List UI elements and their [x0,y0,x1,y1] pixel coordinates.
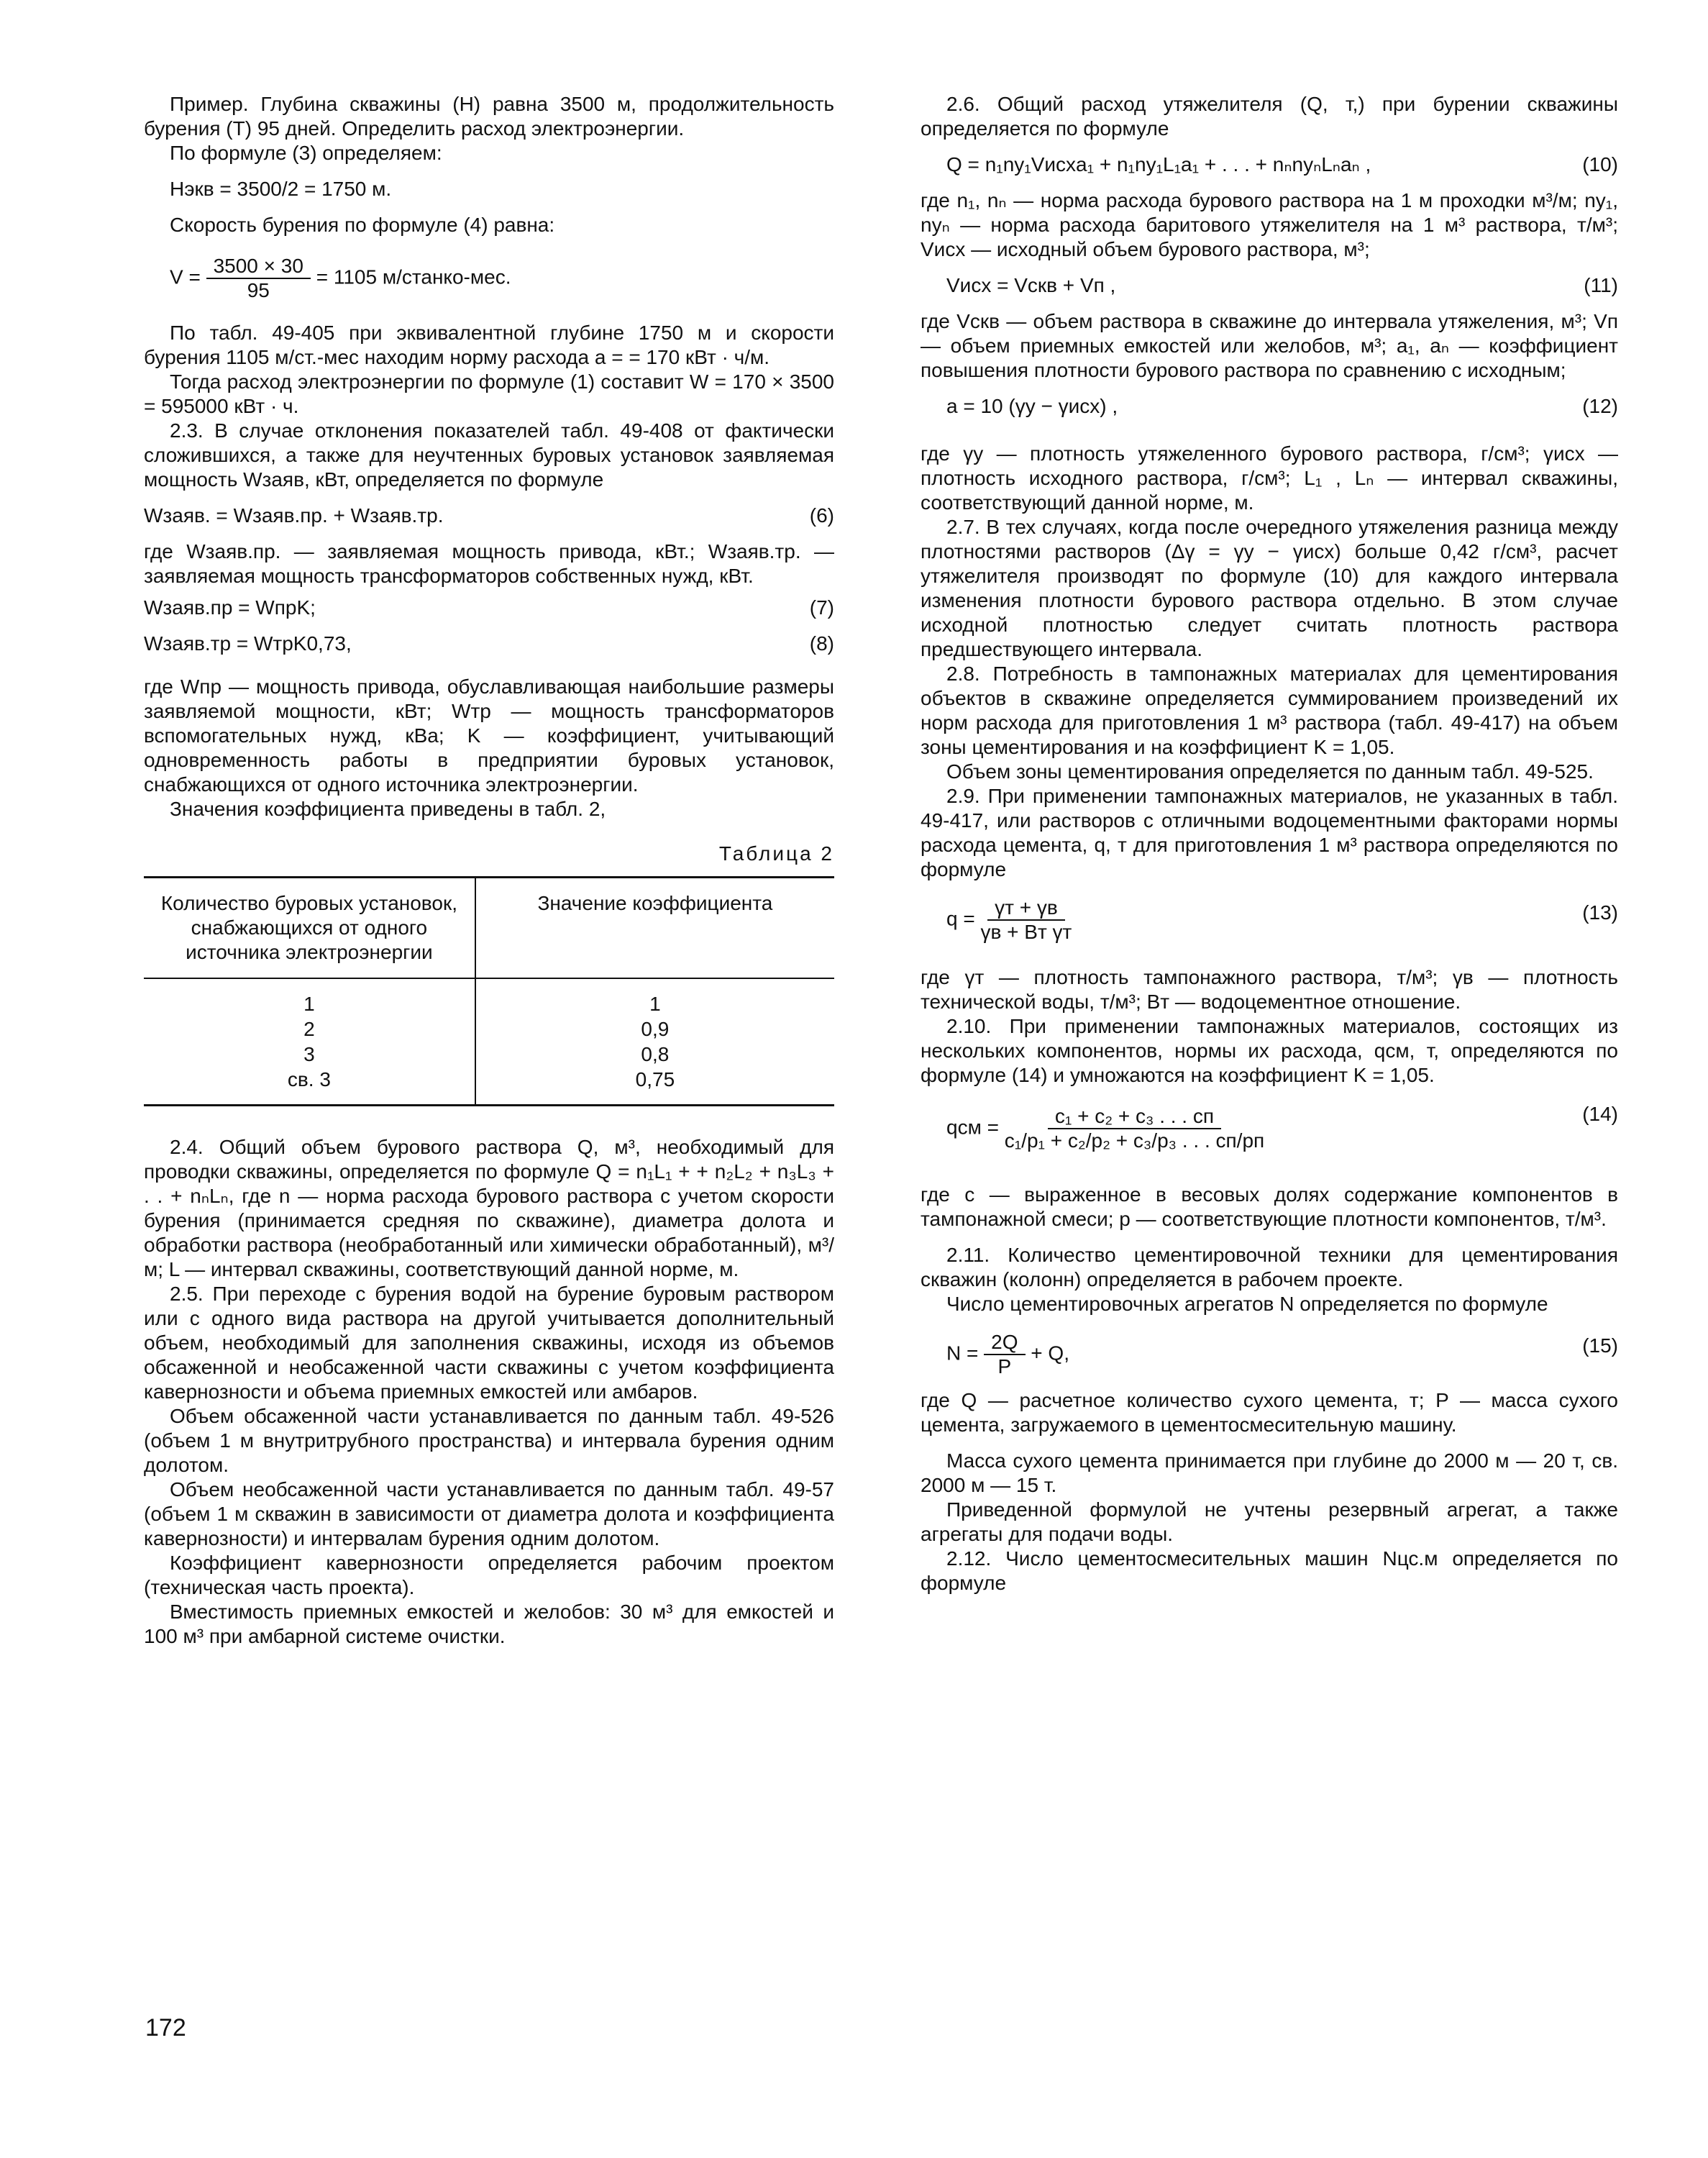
paragraph: где Wпр — мощность привода, обуславливающая наибольшие размеры заявляемой мощности, кВт; Wтр — мощность трансформаторов вспомогательных нужд, кВа; K — коэффициент, учитывающий одновременность работы в предприятии буровых установок, снабжающихся от одного источника электроэнергии. [144,675,834,796]
paragraph: Вместимость приемных емкостей и желобов: 30 м³ для емкостей и 100 м³ при амбарной системе очистки. [144,1601,834,1647]
table-header: Значение коэффициента [475,878,834,978]
section-2-9: 2.9. При применении тампонажных материалов, не указанных в табл. 49-417, или растворов с отличными водоцементными факторами нормы расхода цемента, q, т для приготовления 1 м³ раствора определяются по формуле [921,785,1618,880]
formula-7: Wзаяв.пр = WпрK; (7) [144,596,834,619]
section-2-4: 2.4. Общий объем бурового раствора Q, м³, необходимый для проводки скважины, определяется по формуле Q = n₁L₁ + + n₂L₂ + n₃L₃ + . . + nₙLₙ, где n — норма расхода бурового раствора с учетом скорости бурения (принимается средняя по скважине), диаметра долота и обработки раствора (необработанный или химически обработанный), м³/м; L — интервал скважины, соответствующий данной норме, м. [144,1136,834,1280]
paragraph: Число цементировочных агрегатов N определяется по формуле [946,1293,1548,1315]
section-2-11: 2.11. Количество цементировочной техники для цементирования скважин (колонн) определяется в рабочем проекте. [921,1244,1618,1290]
formula-14: qсм = $\frac{\text{c₁ + c₂ + c₃ . . . cп}}{\text{c₁/p₁ + c₂/p₂ + c₃/p₃ . . . cп/pп}}$ (14) [946,1103,1618,1152]
table-row: 2 0,9 [144,1016,834,1042]
paragraph: По табл. 49-405 при эквивалентной глубине 1750 м и скорости бурения 1105 м/ст.-мес находим норму расхода a = = 170 кВт · ч/м. [144,322,834,368]
table-row: 3 0,8 [144,1042,834,1067]
paragraph: где Vскв — объем раствора в скважине до интервала утяжеления, м³; Vп — объем приемных емкостей или желобов, м³; a₁, aₙ — коэффициент повышения плотности бурового раствора по сравнению с исходным; [921,310,1618,381]
table-caption: Таблица 2 [718,842,834,865]
formula-6: Wзаяв. = Wзаяв.пр. + Wзаяв.тр. (6) [144,504,834,527]
table-row: 1 1 [144,978,834,1016]
section-2-8: 2.8. Потребность в тампонажных материалах для цементирования объектов в скважине определяется суммированием произведений их норм расхода для приготовления 1 м³ раствора (табл. 49-417) на объем зоны цементирования и на коэффициент K = 1,05. [921,663,1618,758]
fraction: $\frac{3500 \times 30}{95}$ [206,255,311,302]
formula-speed: V = $\frac{3500 \times 30}{95}$ = 1105 м/станко-мес. [170,255,511,301]
formula-15: N = $\frac{2Q}{P}$ + Q, (15) [946,1331,1618,1378]
paragraph: Объем зоны цементирования определяется по данным табл. 49-525. [946,760,1594,783]
section-2-3: 2.3. В случае отклонения показателей табл. 49-408 от фактически сложившихся, а также для неучтенных буровых установок заявляемая мощность Wзаяв, кВт, определяется по формуле [144,419,834,491]
formula-8: Wзаяв.тр = WтрK0,73, (8) [144,632,834,655]
page-number: 172 [145,2014,186,2041]
section-2-7: 2.7. В тех случаях, когда после очередного утяжеления разница между плотностями растворов (Δγ = γу − γисх) больше 0,42 г/см³, расчет утяжелителя производят по формуле (10) для каждого интервала изменения плотности бурового раствора отдельно. В этом случае исходной плотностью следует считать плотность раствора предшествующего интервала. [921,516,1618,660]
fraction: $\frac{\text{c₁ + c₂ + c₃ . . . cп}}{\text{c₁/p₁ + c₂/p₂ + c₃/p₃ . . . cп/pп}}$ [1004,1105,1265,1152]
paragraph: Масса сухого цемента принимается при глубине до 2000 м — 20 т, св. 2000 м — 15 т. [921,1449,1618,1496]
paragraph: Объем необсаженной части устанавливается по данным табл. 49-57 (объем 1 м скважин в зависимости от диаметра долота и коэффициента кавернозности) и интервалам бурения одним долотом. [144,1478,834,1549]
paragraph: По формуле (3) определяем: [170,142,442,164]
paragraph: где Wзаяв.пр. — заявляемая мощность привода, кВт.; Wзаяв.тр. — заявляемая мощность трансформаторов собственных нужд, кВт. [144,540,834,587]
paragraph: где γт — плотность тампонажного раствора, т/м³; γв — плотность технической воды, т/м³; Bт — водоцементное отношение. [921,966,1618,1013]
formula-12: a = 10 (γу − γисх) , (12) [946,395,1618,417]
paragraph: где c — выраженное в весовых долях содержание компонентов в тампонажной смеси; p — соответствующие плотности компонентов, т/м³. [921,1183,1618,1230]
right-column [921,92,1618,1595]
section-2-6: 2.6. Общий расход утяжелителя (Q, т,) при бурении скважины определяется по формуле [921,93,1618,140]
paragraph: где γу — плотность утяжеленного бурового раствора, г/см³; γисх — плотность исходного раствора, г/см³; L₁ , Lₙ — интервал скважины, соответствующий данной норме, м. [921,442,1618,514]
example-paragraph: Пример. Глубина скважины (H) равна 3500 м, продолжительность бурения (T) 95 дней. Определить расход электроэнергии. [144,93,834,140]
table-header: Количество буровых установок, снабжающихся от одного источника электроэнергии [144,878,475,978]
table-row: св. 3 0,75 [144,1067,834,1104]
formula-11: Vисх = Vскв + Vп , (11) [946,274,1618,296]
paragraph: Скорость бурения по формуле (4) равна: [170,214,555,236]
fraction: $\frac{2Q}{P}$ [984,1331,1025,1378]
formula-hekv: Hэкв = 3500/2 = 1750 м. [170,178,392,200]
paragraph: где n₁, nₙ — норма расхода бурового раствора на 1 м проходки м³/м; ny₁, nyₙ — норма расхода баритового утяжелителя на 1 м³ раствора, т/м³; Vисх — исходный объем бурового раствора, м³; [921,189,1618,260]
paragraph: Коэффициент кавернозности определяется рабочим проектом (техническая часть проекта). [144,1552,834,1598]
section-2-12: 2.12. Число цементосмесительных машин Nцс.м определяется по формуле [921,1547,1618,1594]
left-column [144,92,834,1649]
fraction: $\frac{\gamma т + \gamma в}{\text{γв + Bт γт}}$ [980,896,1072,943]
paragraph: Объем обсаженной части устанавливается по данным табл. 49-526 (объем 1 м внутритрубного пространства) и интервала бурения одним долотом. [144,1405,834,1476]
paragraph: Значения коэффициента приведены в табл. 2, [170,798,606,820]
section-2-10: 2.10. При применении тампонажных материалов, состоящих из нескольких компонентов, нормы их расхода, qсм, т, определяются по формуле (14) и умножаются на коэффициент K = 1,05. [921,1015,1618,1086]
paragraph: где Q — расчетное количество сухого цемента, т; P — масса сухого цемента, загружаемого в цементосмесительную машину. [921,1389,1618,1436]
paragraph: Приведенной формулой не учтены резервный агрегат, а также агрегаты для подачи воды. [921,1498,1618,1545]
section-2-5: 2.5. При переходе с бурения водой на бурение буровым раствором или с одного вида раствора на другой учитывается дополнительный объем, необходимый для заполнения скважины, исходя из объемов обсаженной и необсаженной части скважины с учетом коэффициента кавернозности и объема приемных емкостей или амбаров. [144,1283,834,1403]
formula-13: q = $\frac{\gamma т + \gamma в}{\text{γв + Bт γт}}$ (13) [946,896,1618,943]
paragraph: Тогда расход электроэнергии по формуле (1) составит W = 170 × 3500 = 595000 кВт · ч. [144,370,834,417]
coefficient-table [144,876,834,1106]
formula-10: Q = n₁ny₁Vисхa₁ + n₁ny₁L₁a₁ + . . . + nₙnyₙLₙaₙ , (10) [946,153,1618,176]
